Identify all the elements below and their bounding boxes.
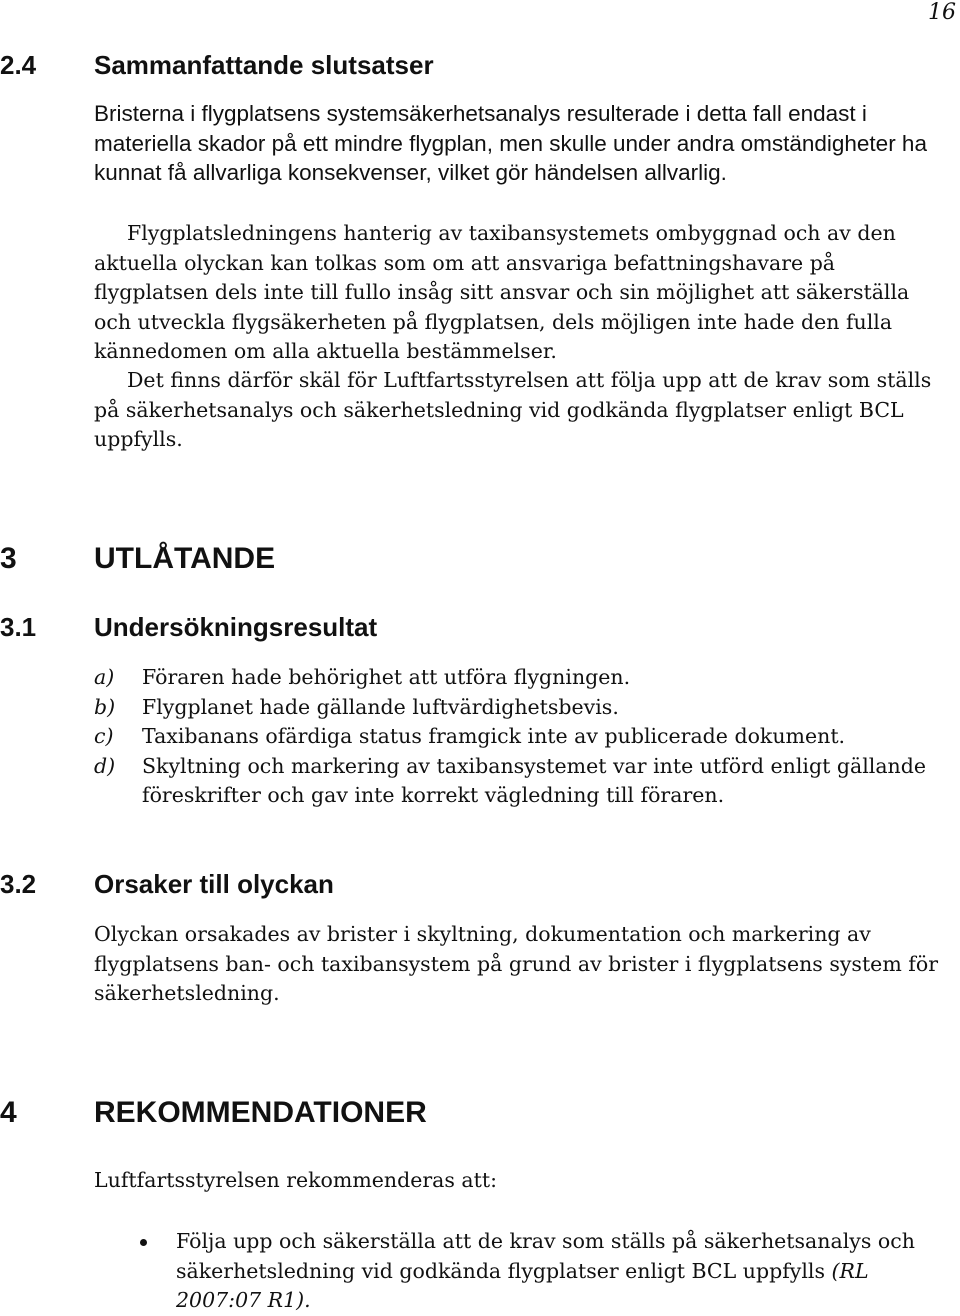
list-item	[94, 663, 944, 693]
heading-number: 3.1	[0, 612, 37, 642]
list-marker: a)	[94, 665, 115, 689]
list-marker: c)	[94, 724, 114, 748]
heading-number: 2.4	[0, 50, 37, 80]
list-item	[94, 722, 944, 752]
heading-title: UTLÅTANDE	[94, 542, 276, 575]
bullet-icon	[140, 1239, 147, 1246]
summary-paragraph-2: Flygplatsledningens hanterig av taxibansystemets ombyggnad och av den aktuella olyckan kan tolkas som om att ansvariga befattningshavare på flygplatsen dels inte till fullo insåg sitt ansvar och sin möjlighet att säkerställa och utveckla flygsäkerheten på flygplatsen, dels möjligen inte hade den fulla kännedomen om alla aktuella bestämmelser.	[94, 221, 910, 363]
cause-paragraph: Olyckan orsakades av brister i skyltning, dokumentation och markering av flygplatsens ban- och taxibansystem på grund av brister i flygplatsens system för säkerhetsledning.	[94, 922, 939, 1005]
recommendation-intro: Luftfartsstyrelsen rekommenderas att:	[94, 1168, 498, 1192]
summary-paragraph-1: Bristerna i flygplatsens systemsäkerhetsanalys resulterade i detta fall endast i materiella skador på ett mindre flygplan, men skulle under andra omständigheter ha kunnat få allvarliga konsekvenser, vilket gör händelsen allvarlig.	[94, 101, 927, 185]
list-item	[140, 1227, 940, 1316]
heading-number: 3	[0, 542, 17, 575]
list-marker: b)	[94, 694, 116, 719]
page-number: 16	[928, 0, 956, 25]
findings-list	[94, 663, 944, 811]
list-item	[94, 693, 944, 723]
heading-number: 3.2	[0, 869, 37, 899]
heading-title: REKOMMENDATIONER	[94, 1096, 427, 1129]
list-item	[94, 752, 944, 811]
heading-number: 4	[0, 1096, 17, 1129]
recommendation-reference: (RL 2007:07 R1).	[176, 1258, 869, 1312]
list-marker: d)	[94, 753, 116, 778]
list-item-text: Taxibanans ofärdiga status framgick inte av publicerade dokument.	[142, 724, 846, 748]
list-item-text: Flygplanet hade gällande luftvärdighetsbevis.	[142, 694, 619, 719]
heading-title: Undersökningsresultat	[94, 612, 378, 642]
heading-title: Sammanfattande slutsatser	[94, 50, 434, 80]
list-item-text: Skyltning och markering av taxibansystemet var inte utförd enligt gällande föreskrifter och gav inte korrekt vägledning till föraren.	[142, 753, 926, 807]
recommendation-list	[140, 1227, 940, 1316]
recommendation-text: Följa upp och säkerställa att de krav som ställs på säkerhetsanalys och säkerhetsledning vid godkända flygplatser enligt BCL uppfylls	[176, 1229, 915, 1283]
summary-paragraph-3: Det finns därför skäl för Luftfartsstyrelsen att följa upp att de krav som ställs på säkerhetsanalys och säkerhetsledning vid godkända flygplatser enligt BCL uppfylls.	[94, 368, 932, 451]
heading-title: Orsaker till olyckan	[94, 869, 334, 899]
list-item-text: Föraren hade behörighet att utföra flygningen.	[142, 665, 631, 689]
